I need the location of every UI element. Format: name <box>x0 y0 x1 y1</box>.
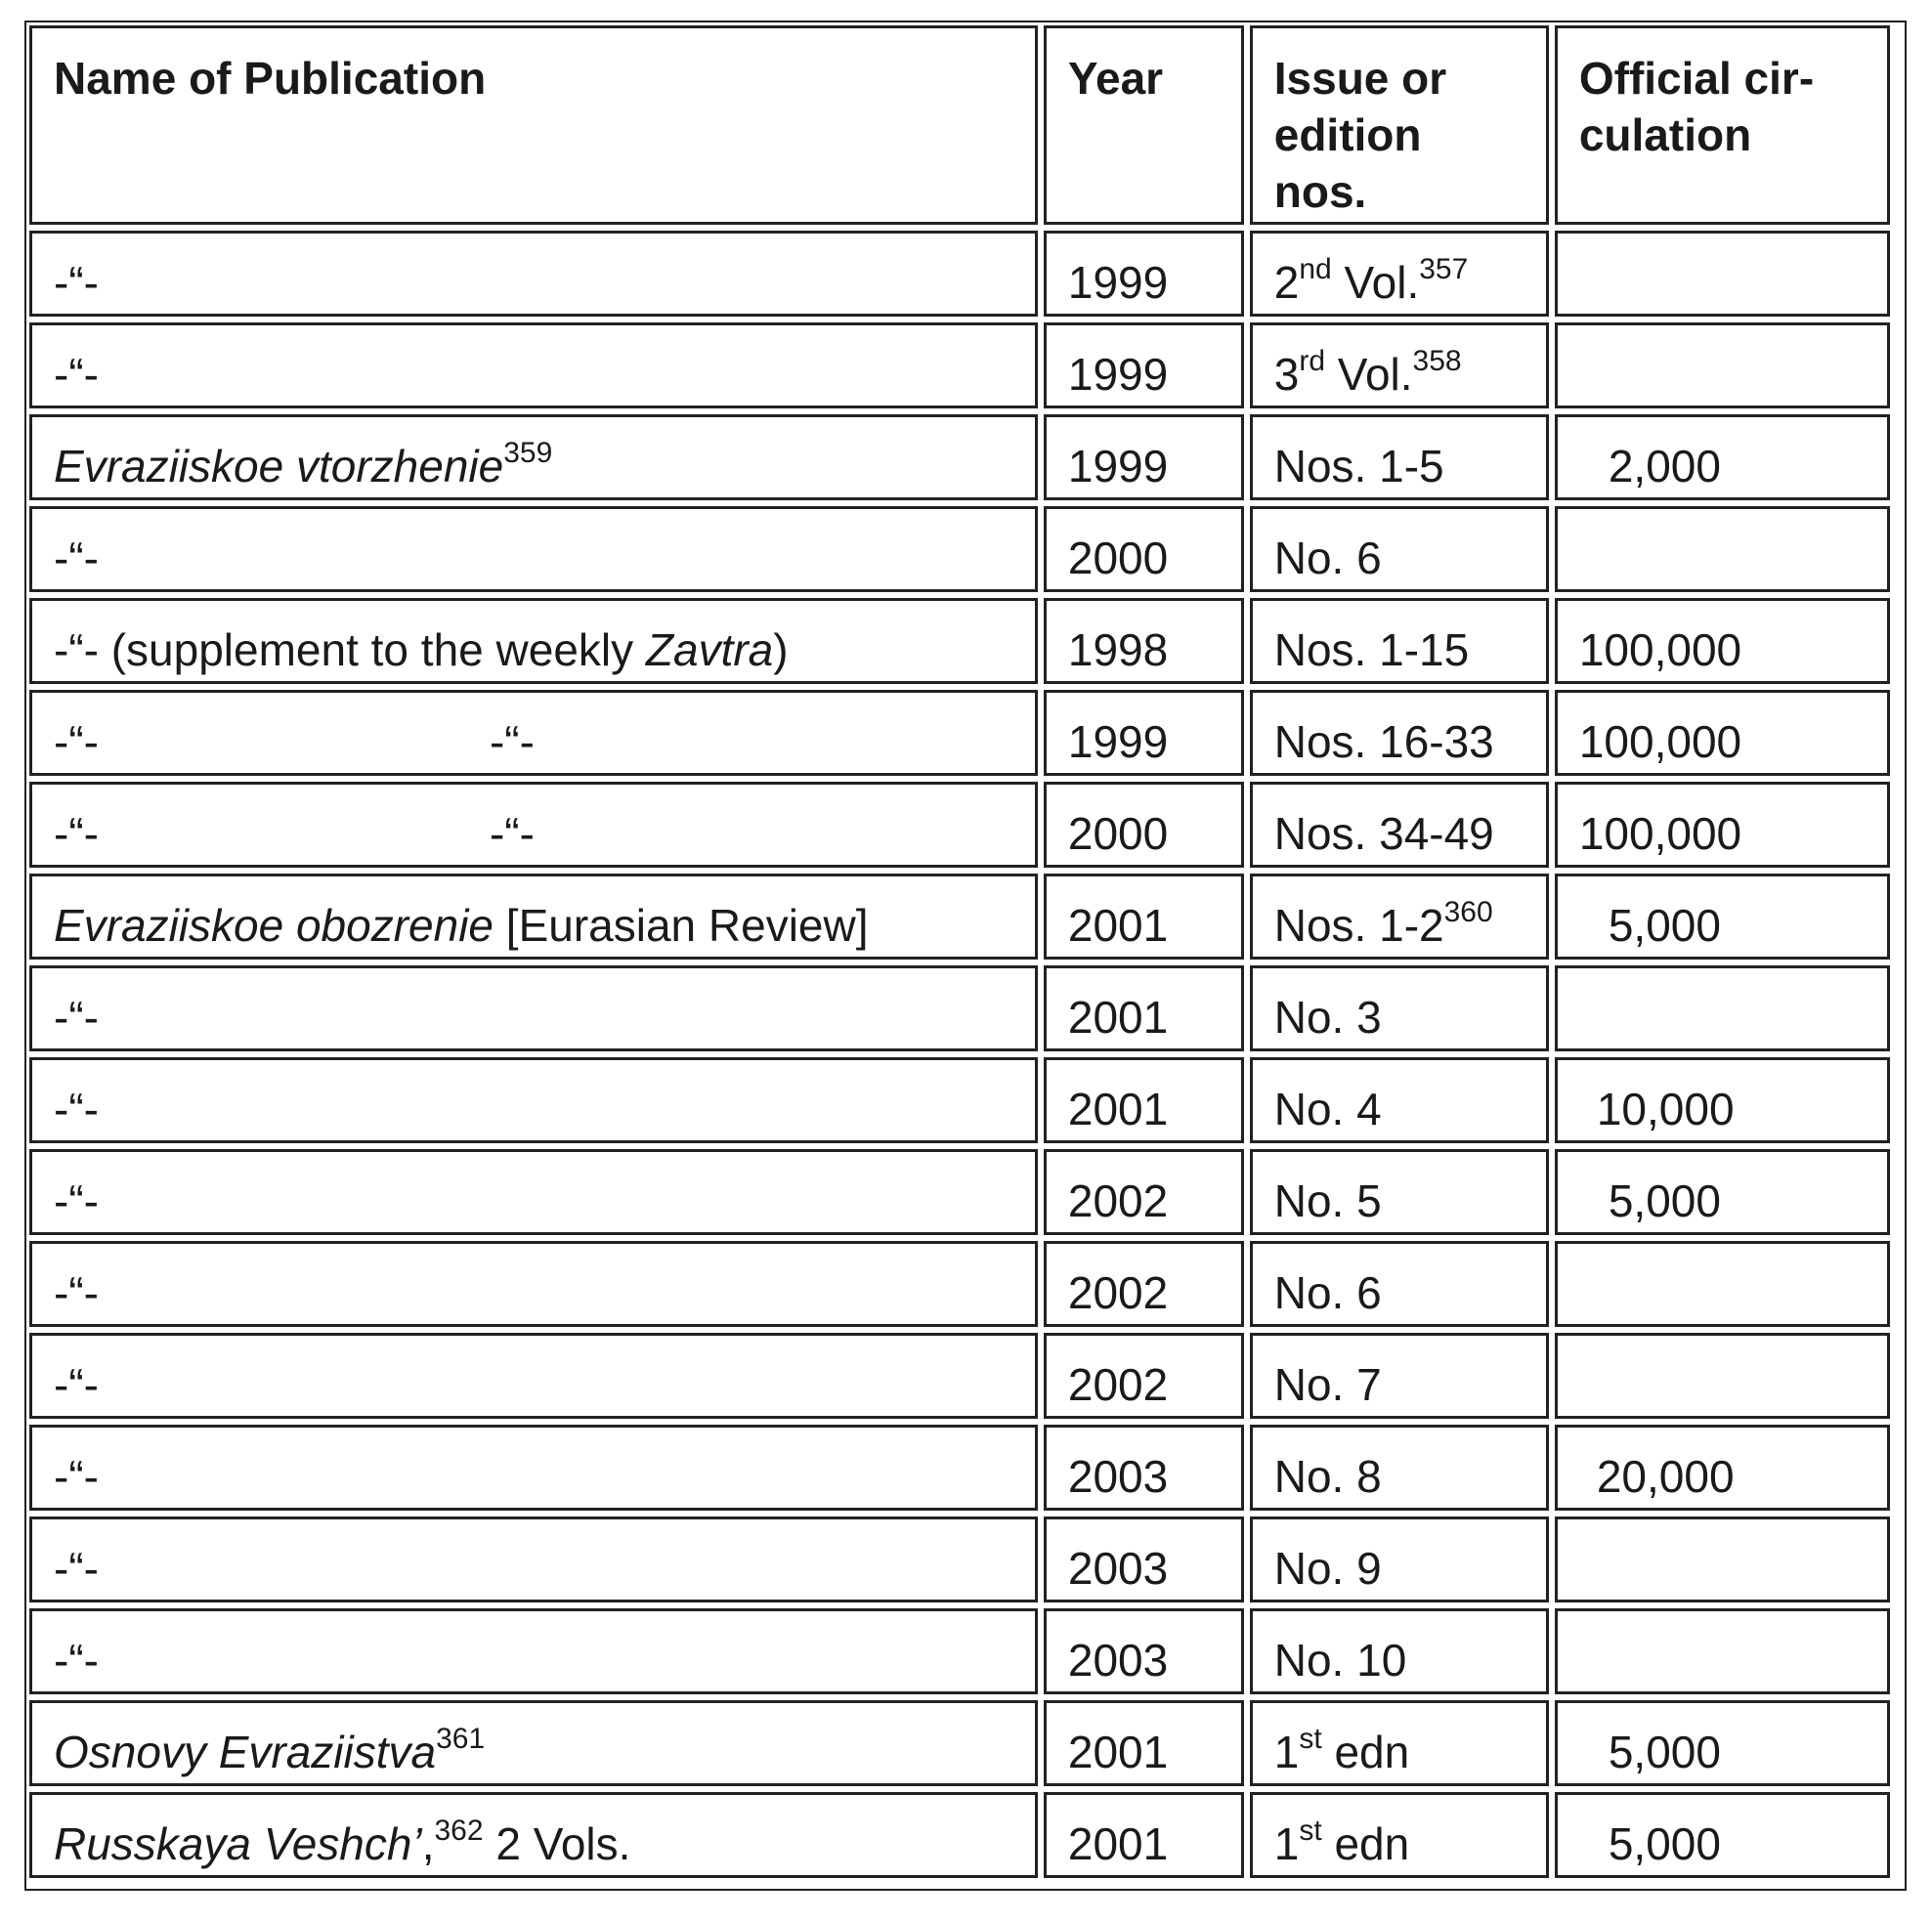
cell-issue: No. 10 <box>1250 1608 1549 1694</box>
cell-circulation <box>1555 231 1890 317</box>
cell-issue: 1st edn <box>1250 1700 1549 1786</box>
cell-issue: Nos. 1-5 <box>1250 414 1549 500</box>
cell-issue: No. 6 <box>1250 1241 1549 1327</box>
cell-name: -“- -“- <box>29 690 1038 776</box>
cell-year: 2001 <box>1044 874 1244 960</box>
cell-name: Russkaya Veshch’,$^{362}$ 2 Vols. <box>29 1792 1038 1878</box>
table-row <box>29 1057 1890 1143</box>
cell-name: -“- <box>29 1241 1038 1327</box>
cell-issue: No. 4 <box>1250 1057 1549 1143</box>
cell-circulation <box>1555 1241 1890 1327</box>
table-row <box>29 1149 1890 1235</box>
cell-circulation: 5,000 <box>1555 1149 1890 1235</box>
cell-circulation: 5,000 <box>1555 874 1890 960</box>
table-row <box>29 1516 1890 1602</box>
cell-year: 1998 <box>1044 598 1244 684</box>
cell-circulation: 100,000 <box>1555 690 1890 776</box>
cell-issue: No. 5 <box>1250 1149 1549 1235</box>
cell-year: 2002 <box>1044 1333 1244 1419</box>
table-row <box>29 1792 1890 1878</box>
cell-year: 2000 <box>1044 506 1244 592</box>
cell-name: -“- <box>29 965 1038 1051</box>
cell-issue: No. 7 <box>1250 1333 1549 1419</box>
cell-circulation: 10,000 <box>1555 1057 1890 1143</box>
cell-year: 2001 <box>1044 1792 1244 1878</box>
cell-circulation <box>1555 506 1890 592</box>
header-row <box>29 25 1890 225</box>
cell-year: 2003 <box>1044 1425 1244 1511</box>
table-row <box>29 690 1890 776</box>
cell-name: -“- <box>29 322 1038 408</box>
header-issue: Issue or edition nos. <box>1250 25 1549 225</box>
cell-circulation <box>1555 965 1890 1051</box>
cell-issue: Nos. 1-15 <box>1250 598 1549 684</box>
cell-issue: 2nd Vol.$^{357}$ <box>1250 231 1549 317</box>
cell-name: Evraziiskoe obozrenie [Eurasian Review] <box>29 874 1038 960</box>
cell-circulation: 100,000 <box>1555 782 1890 868</box>
cell-issue: No. 8 <box>1250 1425 1549 1511</box>
cell-year: 2001 <box>1044 1700 1244 1786</box>
table-row <box>29 322 1890 408</box>
table-row <box>29 506 1890 592</box>
cell-year: 1999 <box>1044 414 1244 500</box>
table-row <box>29 598 1890 684</box>
cell-year: 2001 <box>1044 1057 1244 1143</box>
cell-issue: No. 9 <box>1250 1516 1549 1602</box>
cell-issue: Nos. $1-2^{360}$ <box>1250 874 1549 960</box>
table-row <box>29 1333 1890 1419</box>
cell-name: Osnovy Evraziistva$^{361}$ <box>29 1700 1038 1786</box>
cell-issue: No. 6 <box>1250 506 1549 592</box>
cell-name: -“- <box>29 1057 1038 1143</box>
cell-name: -“- <box>29 1608 1038 1694</box>
cell-circulation: 2,000 <box>1555 414 1890 500</box>
cell-year: 2001 <box>1044 965 1244 1051</box>
cell-issue: No. 3 <box>1250 965 1549 1051</box>
cell-name: -“- <box>29 1516 1038 1602</box>
table-row <box>29 231 1890 317</box>
cell-circulation: 100,000 <box>1555 598 1890 684</box>
cell-name: -“- <box>29 1333 1038 1419</box>
cell-circulation: 5,000 <box>1555 1700 1890 1786</box>
header-circulation: Official cir-culation <box>1555 25 1890 225</box>
cell-year: 2002 <box>1044 1241 1244 1327</box>
cell-year: 1999 <box>1044 690 1244 776</box>
cell-year: 2003 <box>1044 1608 1244 1694</box>
cell-name: -“- <box>29 231 1038 317</box>
header-name: Name of Publication <box>29 25 1038 225</box>
cell-name: -“- <box>29 1425 1038 1511</box>
cell-circulation <box>1555 322 1890 408</box>
cell-year: 2000 <box>1044 782 1244 868</box>
table-row <box>29 874 1890 960</box>
cell-circulation: 20,000 <box>1555 1425 1890 1511</box>
cell-circulation: 5,000 <box>1555 1792 1890 1878</box>
header-year: Year <box>1044 25 1244 225</box>
publications-table <box>23 20 1896 1884</box>
table-row <box>29 1700 1890 1786</box>
table-row <box>29 1425 1890 1511</box>
table-row <box>29 965 1890 1051</box>
cell-year: 1999 <box>1044 231 1244 317</box>
cell-circulation <box>1555 1516 1890 1602</box>
table-row <box>29 1608 1890 1694</box>
cell-issue: Nos. 34-49 <box>1250 782 1549 868</box>
cell-year: 2003 <box>1044 1516 1244 1602</box>
cell-circulation <box>1555 1333 1890 1419</box>
cell-name: -“- <box>29 1149 1038 1235</box>
cell-name: -“- <box>29 506 1038 592</box>
cell-year: 1999 <box>1044 322 1244 408</box>
table-row <box>29 782 1890 868</box>
cell-year: 2002 <box>1044 1149 1244 1235</box>
table-row <box>29 1241 1890 1327</box>
cell-name: -“- -“- <box>29 782 1038 868</box>
cell-circulation <box>1555 1608 1890 1694</box>
cell-issue: 1st edn <box>1250 1792 1549 1878</box>
cell-issue: 3rd Vol.$^{358}$ <box>1250 322 1549 408</box>
table-row <box>29 414 1890 500</box>
cell-name: -“- (supplement to the weekly Zavtra) <box>29 598 1038 684</box>
cell-name: Evraziiskoe vtorzhenie$^{359}$ <box>29 414 1038 500</box>
cell-issue: Nos. 16-33 <box>1250 690 1549 776</box>
